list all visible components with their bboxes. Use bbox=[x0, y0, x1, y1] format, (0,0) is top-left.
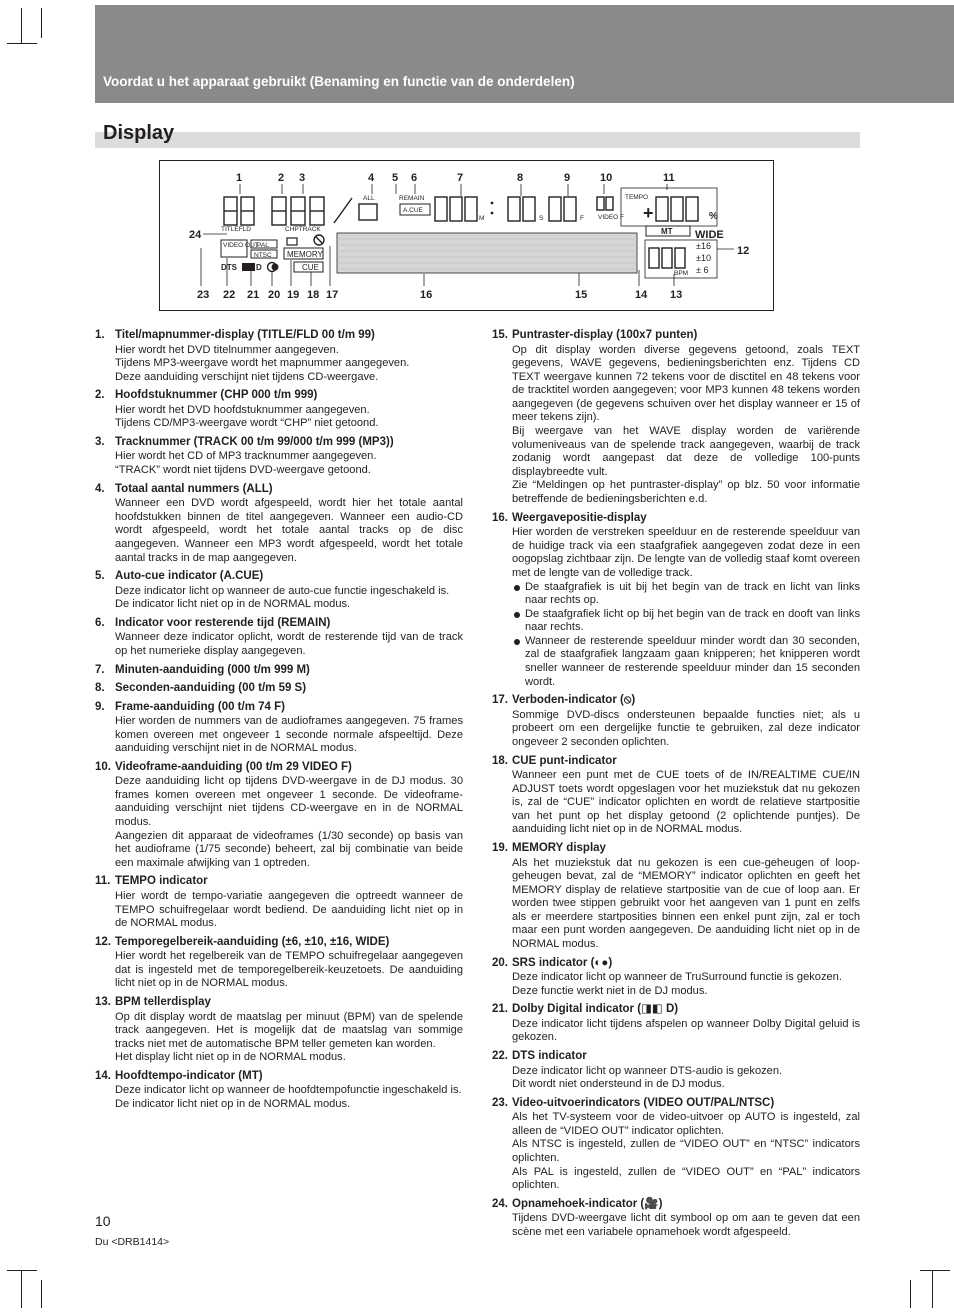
legend-item-heading: Opnamehoek-indicator (🎥) bbox=[512, 1197, 663, 1210]
legend-item-heading: Frame-aanduiding (00 t/m 74 F) bbox=[115, 700, 285, 713]
legend-item-title bbox=[492, 1096, 860, 1111]
legend-item-title bbox=[95, 663, 463, 678]
callout-15: 15 bbox=[575, 289, 588, 301]
callout-18: 18 bbox=[307, 289, 320, 301]
legend-item-title bbox=[492, 1002, 860, 1017]
legend-item-title bbox=[492, 841, 860, 856]
crop-mark bbox=[932, 1270, 933, 1308]
legend-item-text: Op dit display wordt de maatslag per minuut (BPM) van de spelende track aangegeven. Het is mogelijk dat de maatslag van sommige tracks niet met de automatische BPM teller gemeten kan worden. bbox=[115, 1010, 463, 1050]
legend-item bbox=[492, 1096, 860, 1193]
legend-item-heading: Hoofdstuknummer (CHP 000 t/m 999) bbox=[115, 389, 318, 402]
legend-item-heading: Tracknummer (TRACK 00 t/m 99/000 t/m 999 (MP3)) bbox=[115, 435, 394, 448]
legend-item-text: Hier wordt het regelbereik van de TEMPO schuifregelaar aangegeven dat is ingesteld met de temporegelbereik-keuzetoets. De aanduiding licht niet op in de NORMAL modus. bbox=[115, 950, 463, 990]
legend-item-text: Tijdens MP3-weergave wordt het mapnummer aangegeven. bbox=[115, 357, 410, 370]
legend-item-text: Hier worden de verstreken speelduur en de resterende speelduur van de huidige track via een staafgrafiek aangegeven zodat deze in een oogopslag zichtbaar zijn. De lengte van de volledig staaf komt overeen met de lengte van de volledige track. bbox=[512, 526, 860, 579]
callout-7: 7 bbox=[457, 172, 464, 184]
legend-item bbox=[492, 1002, 860, 1045]
legend-item-bullet: De staafgrafiek licht op bij het begin van de track en dooft van links naar rechts. bbox=[492, 608, 860, 635]
pal-label: PAL bbox=[257, 242, 269, 249]
pm16-label: ±16 bbox=[696, 241, 711, 251]
legend-item-title bbox=[95, 700, 463, 715]
legend-item bbox=[95, 482, 463, 565]
left-column bbox=[95, 328, 463, 1116]
s-label: S bbox=[539, 215, 544, 222]
mt-label: MT bbox=[661, 227, 673, 236]
legend-item-text: Als PAL is ingesteld, zullen de “VIDEO OUT” en “PAL” indicators oplichten. bbox=[512, 1165, 860, 1192]
legend-item-text: Deze indicator licht op wanneer de hoofdtempofunctie ingeschakeld is. bbox=[115, 1084, 462, 1097]
legend-item-heading: Puntraster-display (100x7 punten) bbox=[512, 329, 698, 341]
cue-label: CUE bbox=[302, 263, 319, 272]
legend-item-text: Deze aanduiding verschijnt niet tijdens CD-weergave. bbox=[115, 370, 379, 383]
callout-20: 20 bbox=[268, 289, 281, 301]
legend-item-heading: Titel/mapnummer-display (TITLE/FLD 00 t/m 99) bbox=[115, 329, 375, 341]
legend-item-text: “TRACK” wordt niet tijdens DVD-weergave getoond. bbox=[115, 464, 371, 477]
legend-item-number: 14. bbox=[95, 1069, 111, 1082]
legend-item bbox=[95, 388, 463, 431]
legend-item-number: 17. bbox=[492, 694, 508, 707]
legend-item bbox=[95, 1069, 463, 1112]
callout-17: 17 bbox=[326, 289, 339, 301]
legend-item-number: 11. bbox=[95, 875, 111, 888]
callout-9: 9 bbox=[564, 172, 571, 184]
display-diagram-svg bbox=[159, 160, 774, 311]
legend-item-text: De indicator licht niet op in de NORMAL modus. bbox=[115, 1097, 351, 1110]
legend-item-title bbox=[95, 435, 463, 450]
memory-label: MEMORY bbox=[287, 250, 323, 259]
svg-text:D: D bbox=[256, 263, 262, 272]
pm6-label: ± 6 bbox=[696, 265, 709, 275]
legend-item bbox=[95, 700, 463, 756]
legend-item bbox=[95, 995, 463, 1065]
legend-item bbox=[95, 616, 463, 659]
legend-item-title bbox=[95, 328, 463, 343]
crop-mark bbox=[7, 1270, 37, 1271]
legend-item-text: Wanneer deze indicator oplicht, wordt de resterende tijd van de track op het numerieke display aangegeven. bbox=[115, 631, 463, 657]
legend-item-title bbox=[95, 482, 463, 497]
legend-item-number: 9. bbox=[95, 700, 105, 713]
callout-1: 1 bbox=[236, 172, 243, 184]
legend-item bbox=[492, 956, 860, 999]
legend-item-number: 8. bbox=[95, 682, 105, 694]
callout-10: 10 bbox=[600, 172, 613, 184]
legend-item-text: Hier wordt het DVD hoofdstuknummer aangegeven. bbox=[115, 403, 370, 416]
callout-13: 13 bbox=[670, 289, 683, 301]
legend-item-text: Zie “Meldingen op het puntraster-display” op blz. 50 voor informatie betreffende de bedieningsberichten e.d. bbox=[512, 479, 860, 506]
legend-item-heading: Videoframe-aanduiding (00 t/m 29 VIDEO F) bbox=[115, 760, 352, 773]
m-label: M bbox=[479, 215, 485, 222]
legend-item-heading: Dolby Digital indicator (◨◧ D) bbox=[512, 1003, 679, 1016]
legend-item-text: Deze functie werkt niet in de DJ modus. bbox=[512, 984, 708, 997]
legend-item-text: Op dit display worden diverse gegevens getoond, zoals TEXT gegevens, WAVE gegevens, bedieningsberichten enz. Tijdens CD TEXT weergave kunnen 72 tekens voor de disctitel en 48 tekens voor de tracktitel worden aangegeven; voor MP3 kunnen 48 tekens worden aangegeven (de gegevens schuiven over het display wanneer er 15 of meer tekens zijn). bbox=[512, 343, 860, 424]
legend-item-title bbox=[95, 388, 463, 403]
legend-item-number: 6. bbox=[95, 616, 105, 629]
tempo-label: TEMPO bbox=[625, 194, 649, 201]
callout-16: 16 bbox=[420, 289, 433, 301]
legend-item bbox=[492, 841, 860, 952]
legend-item-number: 16. bbox=[492, 511, 508, 524]
chptrack-label: CHPTRACK bbox=[285, 226, 321, 233]
page-heading: Display bbox=[103, 122, 175, 144]
crop-mark bbox=[41, 1280, 42, 1308]
legend-item bbox=[95, 935, 463, 991]
legend-item-text: Tijdens DVD-weergave licht dit symbool op om aan te geven dat een scène met een variabele opnamehoek wordt afgespeeld. bbox=[512, 1212, 860, 1238]
crop-mark bbox=[7, 43, 37, 44]
remain-label: REMAIN bbox=[399, 195, 425, 202]
crop-mark bbox=[21, 1270, 22, 1308]
legend-item bbox=[492, 511, 860, 690]
legend-item-text: Hier wordt de tempo-variatie aangegeven die optreedt wanneer de TEMPO schuifregelaar wordt bediend. De aanduiding licht niet op in de NORMAL modus. bbox=[115, 889, 463, 930]
legend-item bbox=[492, 693, 860, 749]
callout-12: 12 bbox=[737, 245, 750, 257]
legend-item bbox=[492, 1197, 860, 1240]
legend-item-text: Deze aanduiding licht op tijdens DVD-weergave in de DJ modus. 30 frames komen overeen met ongeveer 1 seconde. De videoframe-aanduiding verschijnt niet tijdens CD-weergave en in de NORMAL modus. bbox=[115, 775, 463, 829]
legend-item-number: 12. bbox=[95, 935, 111, 948]
legend-item-heading: Verboden-indicator (⦸) bbox=[512, 694, 636, 707]
legend-item bbox=[492, 1049, 860, 1092]
dts-label: DTS bbox=[221, 263, 237, 272]
dolby-icon bbox=[242, 263, 255, 271]
legend-item bbox=[95, 681, 463, 696]
legend-item-title bbox=[95, 681, 463, 696]
percent-label: % bbox=[709, 211, 718, 222]
legend-item-text: Wanneer een DVD wordt afgespeeld, wordt hier het totale aantal hoofdstukken binnen de titel aangegeven. Wanneer een audio-CD wordt afgespeeld, wordt het totale aantal tracks op de disc aangegeven. Wanneer een MP3 wordt afgespeeld, wordt het totale aantal tracks in de map aangegeven. bbox=[115, 497, 463, 564]
legend-item-number: 4. bbox=[95, 482, 105, 495]
pm10-label: ±10 bbox=[696, 253, 711, 263]
legend-item-number: 7. bbox=[95, 663, 105, 676]
legend-item-number: 13. bbox=[95, 996, 111, 1008]
f-label: F bbox=[580, 215, 584, 222]
bpm-label: BPM bbox=[674, 270, 689, 277]
video-f-label: VIDEO F bbox=[598, 214, 625, 221]
legend-item-heading: Hoofdtempo-indicator (MT) bbox=[115, 1069, 263, 1082]
legend-item-number: 23. bbox=[492, 1096, 508, 1109]
callout-6: 6 bbox=[411, 172, 418, 184]
callout-11: 11 bbox=[663, 172, 675, 184]
ntsc-label: NTSC bbox=[254, 252, 272, 259]
legend-item-heading: Temporegelbereik-aanduiding (±6, ±10, ±16, WIDE) bbox=[115, 935, 390, 948]
legend-item-title bbox=[492, 328, 860, 343]
legend-item-title bbox=[95, 1069, 463, 1084]
legend-item-heading: Auto-cue indicator (A.CUE) bbox=[115, 570, 264, 583]
legend-item-number: 24. bbox=[492, 1197, 508, 1210]
legend-item bbox=[95, 569, 463, 612]
legend-item-number: 22. bbox=[492, 1050, 508, 1063]
legend-item bbox=[95, 328, 463, 384]
callout-3: 3 bbox=[299, 172, 306, 184]
document-code: Du <DRB1414> bbox=[95, 1236, 170, 1248]
crop-mark bbox=[920, 1270, 950, 1271]
svg-text:+: + bbox=[643, 203, 654, 223]
legend-item-text: Hier wordt het CD of MP3 tracknummer aangegeven. bbox=[115, 450, 377, 463]
legend-item-text: Hier wordt het DVD titelnummer aangegeven. bbox=[115, 343, 339, 356]
right-column bbox=[492, 328, 860, 1243]
callout-23: 23 bbox=[197, 289, 210, 301]
legend-item-title bbox=[492, 956, 860, 971]
callout-22: 22 bbox=[223, 289, 236, 301]
legend-item-text: De indicator licht niet op in de NORMAL modus. bbox=[115, 598, 351, 611]
legend-item-bullet: De staafgrafiek is uit bij het begin van de track en licht van links naar rechts op. bbox=[492, 581, 860, 608]
legend-item-heading: Indicator voor resterende tijd (REMAIN) bbox=[115, 616, 331, 629]
legend-item-text: Bij weergave van het WAVE display worden de variërende volumeniveaus van de spelende track aangegeven, waarbij de track zodanig wordt aangepast dat deze de volledige 100-punts displaybreedte vult. bbox=[512, 425, 860, 478]
legend-item-text: Deze indicator licht tijdens afspelen op wanneer Dolby Digital geluid is gekozen. bbox=[512, 1017, 860, 1044]
page-number: 10 bbox=[95, 1213, 111, 1229]
wide-label: WIDE bbox=[695, 229, 724, 241]
legend-item-heading: Minuten-aanduiding (000 t/m 999 M) bbox=[115, 663, 310, 676]
legend-item bbox=[492, 328, 860, 507]
legend-item bbox=[95, 874, 463, 930]
legend-item-text: Dit wordt niet ondersteund in de DJ modus. bbox=[512, 1078, 725, 1091]
legend-item-heading: MEMORY display bbox=[512, 842, 606, 854]
callout-8: 8 bbox=[517, 172, 524, 184]
legend-item-title bbox=[95, 760, 463, 775]
legend-item-text: Deze indicator licht op wanneer de auto-cue functie ingeschakeld is. bbox=[115, 584, 450, 597]
legend-item-number: 5. bbox=[95, 570, 105, 583]
legend-item-title bbox=[492, 511, 860, 526]
legend-item-title bbox=[492, 693, 860, 708]
legend-item bbox=[492, 754, 860, 837]
legend-item-heading: TEMPO indicator bbox=[115, 875, 208, 888]
legend-item-heading: DTS indicator bbox=[512, 1050, 587, 1063]
legend-item-heading: Seconden-aanduiding (00 t/m 59 S) bbox=[115, 682, 307, 694]
legend-item-title bbox=[492, 1197, 860, 1212]
legend-item-number: 18. bbox=[492, 754, 508, 767]
legend-item-text: Deze indicator licht op wanneer DTS-audio is gekozen. bbox=[512, 1064, 783, 1077]
callout-24: 24 bbox=[189, 229, 202, 241]
legend-item-text: Het display licht niet op in de NORMAL modus. bbox=[115, 1051, 346, 1064]
callout-21: 21 bbox=[247, 289, 260, 301]
legend-item-text: Als het TV-systeem voor de video-uitvoer op AUTO is ingesteld, zal alleen de “VIDEO OUT” indicator oplichten. bbox=[512, 1111, 860, 1137]
callout-19: 19 bbox=[287, 289, 300, 301]
legend-item-title bbox=[492, 754, 860, 769]
legend-item-text: Aangezien dit apparaat de videoframes (1/30 seconde) op basis van het audioframe (1/75 seconde) beheert, zal bij combinatie van beide een maximale afwijking van 1 optreden. bbox=[115, 829, 463, 869]
callout-2: 2 bbox=[278, 172, 285, 184]
crop-mark bbox=[910, 1280, 911, 1308]
legend-item-number: 10. bbox=[95, 760, 111, 773]
video-out-label: VIDEO OUT bbox=[223, 242, 259, 249]
legend-item-heading: CUE punt-indicator bbox=[512, 754, 617, 767]
acue-label: A.CUE bbox=[403, 207, 423, 214]
legend-item-title bbox=[492, 1049, 860, 1064]
legend-item-title bbox=[95, 995, 463, 1010]
legend-item-number: 3. bbox=[95, 435, 105, 448]
legend-item-title bbox=[95, 874, 463, 889]
legend-item-number: 21. bbox=[492, 1003, 508, 1016]
legend-item-text: Wanneer een punt met de CUE toets of de IN/REALTIME CUE/IN ADJUST toets wordt opgeslagen voor het muziekstuk dat nu gekozen is, zal de “CUE” indicator oplichten en wordt de relatieve startpositie van het punt op het display getoond (2 oplichtende puntjes). De aanduiding licht niet op in de NORMAL modus. bbox=[512, 769, 860, 836]
legend-item bbox=[95, 435, 463, 478]
legend-item-heading: Video-uitvoerindicators (VIDEO OUT/PAL/NTSC) bbox=[512, 1096, 775, 1109]
legend-item-title bbox=[95, 569, 463, 584]
legend-item-title bbox=[95, 935, 463, 950]
callout-14: 14 bbox=[635, 289, 648, 301]
legend-item bbox=[95, 760, 463, 871]
crop-mark bbox=[21, 8, 22, 43]
legend-item-number: 2. bbox=[95, 389, 105, 402]
legend-item-heading: BPM tellerdisplay bbox=[115, 996, 211, 1008]
section-title: Voordat u het apparaat gebruikt (Benaming en functie van de onderdelen) bbox=[103, 74, 575, 89]
legend-item-text: Hier worden de nummers van de audioframes aangegeven. 75 frames komen overeen met ongeveer 1 seconde normale afspeeltijd. Deze aanduiding verschijnt niet in de NORMAL modus. bbox=[115, 715, 463, 755]
legend-item-text: Tijdens CD/MP3-weergave wordt “CHP” niet getoond. bbox=[115, 417, 379, 430]
legend-item-number: 19. bbox=[492, 842, 508, 854]
legend-item-bullet: Wanneer de resterende speelduur minder wordt dan 30 seconden, zal de staafgrafiek langzaam gaan knipperen; het knipperen wordt sneller wanneer de resterende speelduur minder dan 15 seconden wordt. bbox=[492, 635, 860, 689]
display-diagram bbox=[159, 160, 774, 311]
legend-item-number: 1. bbox=[95, 329, 105, 341]
legend-item-text: Sommige DVD-discs ondersteunen bepaalde functies niet; als u probeert om een dergelijke functie te gebruiken, zal deze indicator ongeveer 2 seconden oplichten. bbox=[512, 708, 860, 748]
legend-item-heading: SRS indicator (◐●) bbox=[512, 956, 613, 969]
legend-item-text: Als het muziekstuk dat nu gekozen is een cue-geheugen of loop-geheugen bevat, zal de “MEMORY” indicator oplichten en geeft het MEMORY display de relatieve startpositie van de cue of loop aan. Er worden twee stippen gebruikt voor het aangeven van 1 punt en zelfs als er meerdere startposities binnen een enkel punt zijn, zal er toch maar een punt worden aangegeven. De aanduiding licht niet op in de NORMAL modus. bbox=[512, 856, 860, 951]
legend-item-text: Als NTSC is ingesteld, zullen de “VIDEO OUT” en “NTSC” indicators oplichten. bbox=[512, 1138, 860, 1164]
legend-item-number: 20. bbox=[492, 956, 508, 969]
crop-mark bbox=[41, 8, 42, 38]
all-label: ALL bbox=[363, 195, 375, 202]
legend-item bbox=[95, 663, 463, 678]
legend-item-title bbox=[95, 616, 463, 631]
legend-item-text: Deze indicator licht op wanneer de TruSurround functie is gekozen. bbox=[512, 971, 842, 984]
legend-item-heading: Totaal aantal nummers (ALL) bbox=[115, 482, 273, 495]
callout-4: 4 bbox=[368, 172, 375, 184]
legend-item-number: 15. bbox=[492, 329, 508, 341]
legend-item-heading: Weergavepositie-display bbox=[512, 511, 647, 524]
callout-5: 5 bbox=[392, 172, 399, 184]
titlefld-label: TITLEFLD bbox=[221, 226, 251, 233]
heading-bar bbox=[95, 132, 860, 148]
